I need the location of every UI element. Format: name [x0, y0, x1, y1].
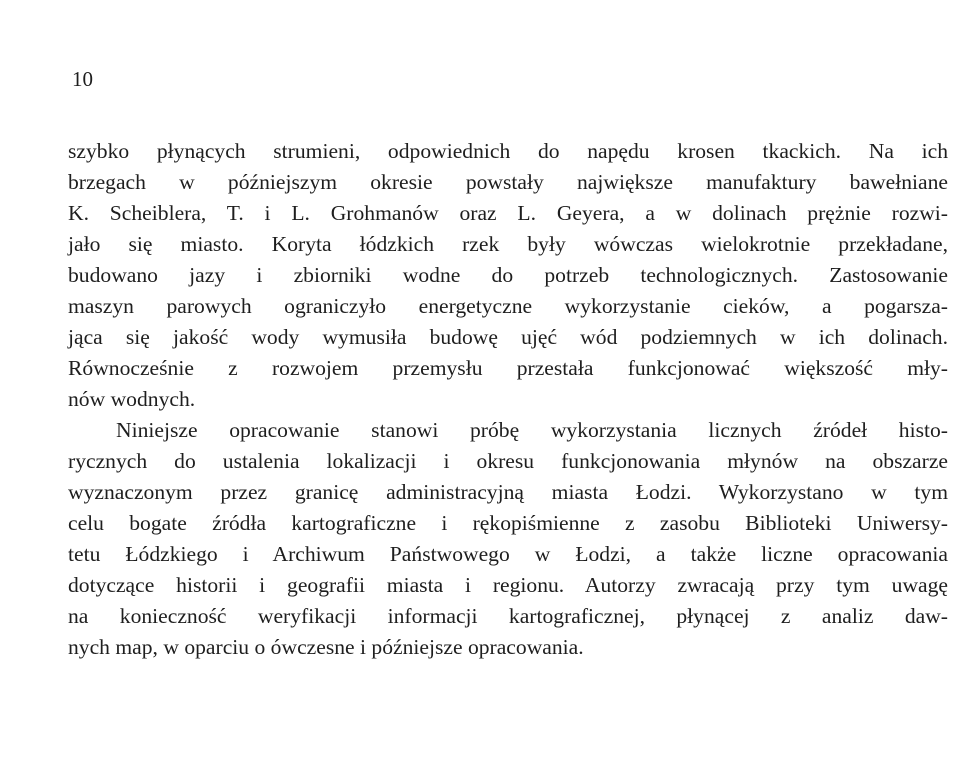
text-line: celu bogate źródła kartograficzne i rękopiśmienne z zasobu Biblioteki Uniwersy-: [68, 511, 948, 535]
paragraph: [68, 136, 948, 415]
text-line: tetu Łódzkiego i Archiwum Państwowego w Łodzi, a także liczne opracowania: [68, 542, 948, 566]
text-line: jąca się jakość wody wymusiła budowę ujęć wód podziemnych w ich dolinach.: [68, 325, 948, 349]
text-line: rycznych do ustalenia lokalizacji i okresu funkcjonowania młynów na obszarze: [68, 449, 948, 473]
text-line: jało się miasto. Koryta łódzkich rzek były wówczas wielokrotnie przekładane,: [68, 232, 948, 256]
text-line: nych map, w oparciu o ówczesne i późniejsze opracowania.: [68, 635, 584, 659]
text-line: budowano jazy i zbiorniki wodne do potrzeb technologicznych. Zastosowanie: [68, 263, 948, 287]
text-line: szybko płynących strumieni, odpowiednich do napędu krosen tkackich. Na ich: [68, 139, 948, 163]
text-line: Równocześnie z rozwojem przemysłu przestała funkcjonować większość mły-: [68, 356, 948, 380]
text-line: Niniejsze opracowanie stanowi próbę wykorzystania licznych źródeł histo-: [116, 418, 948, 442]
text-line: na konieczność weryfikacji informacji kartograficznej, płynącej z analiz daw-: [68, 604, 948, 628]
text-line: nów wodnych.: [68, 387, 196, 411]
text-line: dotyczące historii i geografii miasta i regionu. Autorzy zwracają przy tym uwagę: [68, 573, 948, 597]
paragraph: [68, 415, 948, 663]
text-line: brzegach w późniejszym okresie powstały największe manufaktury bawełniane: [68, 170, 948, 194]
body-text: [68, 136, 948, 663]
text-line: wyznaczonym przez granicę administracyjną miasta Łodzi. Wykorzystano w tym: [68, 480, 948, 504]
text-line: maszyn parowych ograniczyło energetyczne wykorzystanie cieków, a pogarsza-: [68, 294, 948, 318]
page-number: 10: [72, 67, 93, 91]
text-line: K. Scheiblera, T. i L. Grohmanów oraz L. Geyera, a w dolinach prężnie rozwi-: [68, 201, 948, 225]
